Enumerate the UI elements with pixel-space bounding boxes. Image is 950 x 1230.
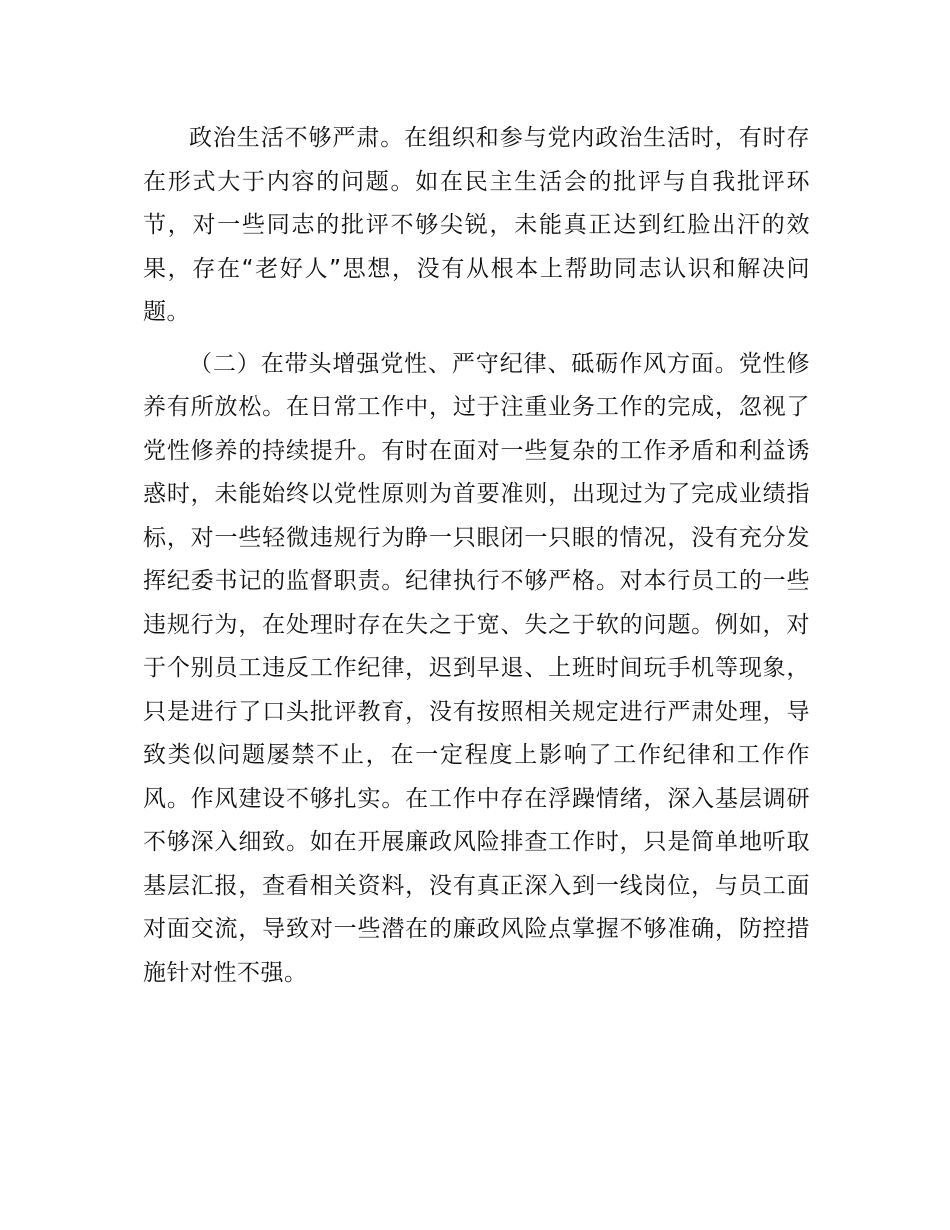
paragraph-party-discipline: （二）在带头增强党性、严守纪律、砥砺作风方面。党性修养有所放松。在日常工作中，过于注重业务工作的完成，忽视了党性修养的持续提升。有时在面对一些复杂的工作矛盾和利益诱惑时，未能始终以党性原则为首要准则，出现过为了完成业绩指标，对一些轻微违规行为睁一只眼闭一只眼的情况，没有充分发挥纪委书记的监督职责。纪律执行不够严格。对本行员工的一些违规行为，在处理时存在失之于宽、失之于软的问题。例如，对于个别员工违反工作纪律，迟到早退、上班时间玩手机等现象，只是进行了口头批评教育，没有按照相关规定进行严肃处理，导致类似问题屡禁不止，在一定程度上影响了工作纪律和工作作风。作风建设不够扎实。在工作中存在浮躁情绪，深入基层调研不够深入细致。如在开展廉政风险排查工作时，只是简单地听取基层汇报，查看相关资料，没有真正深入到一线岗位，与员工面对面交流，导致对一些潜在的廉政风险点掌握不够准确，防控措施针对性不强。 [143, 350, 810, 986]
paragraph-political-life: 政治生活不够严肃。在组织和参与党内政治生活时，有时存在形式大于内容的问题。如在民主生活会的批评与自我批评环节，对一些同志的批评不够尖锐，未能真正达到红脸出汗的效果，存在“老好人”思想，没有从根本上帮助同志认识和解决问题。 [143, 125, 810, 325]
document-body [143, 117, 810, 995]
